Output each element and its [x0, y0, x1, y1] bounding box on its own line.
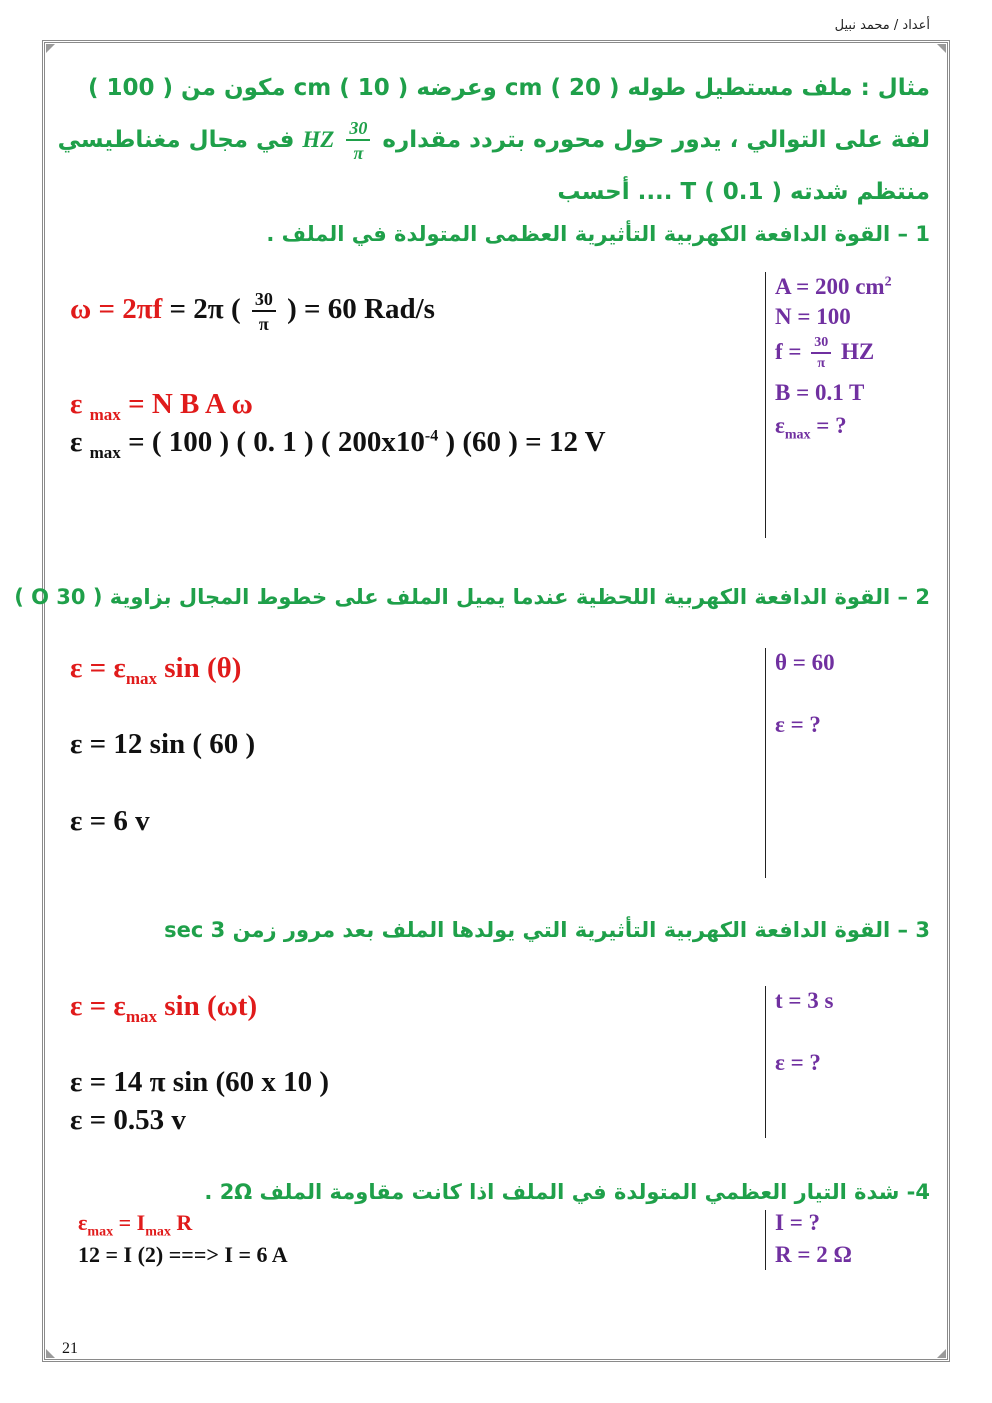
instantaneous-emf-formula: [70, 652, 241, 689]
problem-line-2: [57, 114, 930, 166]
given-area: [775, 274, 892, 300]
ohm-law-formula: [78, 1210, 192, 1240]
problem-line-2-start: لفة على التوالي ، يدور حول محوره بتردد مقداره: [382, 127, 930, 153]
frequency-fraction: [346, 119, 370, 162]
exponent: 2: [884, 274, 892, 290]
current-result: 12 = I (2) ===> I = 6 A: [78, 1242, 288, 1267]
question-2: 2 – القوة الدافعة الكهربية اللحظية عندما يميل الملف على خطوط المجال بزاوية ( 30 O ): [14, 585, 930, 609]
page-number: 21: [62, 1340, 78, 1357]
frequency-label: f =: [775, 338, 802, 364]
question-3: 3 – القوة الدافعة الكهربية التأثيرية التي يولدها الملف بعد مرور زمن 3 sec: [164, 918, 930, 942]
formula-right: sin (ωt): [156, 990, 258, 1022]
max-subscript: max: [784, 427, 811, 443]
emf-time-substitution: ε = 14 π sin (60 x 10 ): [70, 1066, 330, 1098]
given-divider-3: [765, 986, 766, 1138]
given-emf-unknown: ε = ?: [775, 712, 821, 737]
exponent: -4: [424, 427, 439, 445]
fraction-denominator: π: [258, 314, 269, 334]
emax-formula: [70, 388, 253, 425]
frame-corner-top-right: [937, 44, 946, 53]
problem-line-1: مثال : ملف مستطيل طوله cm ( 20 ) وعرضه cm ( 10 ) مكون من ( 100 ): [87, 75, 930, 101]
frame-corner-bottom-right: [937, 1349, 946, 1358]
fraction-denominator: π: [817, 356, 826, 371]
emf-result: ε = 6 v: [70, 805, 150, 837]
given-divider-4: [765, 1210, 766, 1270]
problem-statement: [57, 62, 930, 218]
unknown-mark: = ?: [810, 413, 847, 438]
frame-corner-top-left: [46, 44, 55, 53]
epsilon-symbol: ε: [78, 1210, 88, 1235]
given-divider-1: [765, 272, 766, 538]
given-divider-2: [765, 648, 766, 878]
given-field: B = 0.1 T: [775, 380, 865, 405]
max-subscript: max: [125, 668, 157, 688]
question-4: 4- شدة التيار العظمي المتولدة في الملف اذا كانت مقاومة الملف 2Ω .: [204, 1180, 930, 1204]
given-frequency: [775, 336, 874, 371]
max-subscript: max: [87, 1224, 114, 1240]
frame-corner-bottom-left: [46, 1349, 55, 1358]
max-subscript: max: [89, 442, 121, 462]
problem-line-2-end: في مجال مغناطيسي: [57, 127, 295, 153]
formula-right: sin (θ): [156, 652, 242, 684]
max-subscript: max: [145, 1224, 171, 1240]
formula-left: ε = ε: [70, 990, 126, 1022]
epsilon-symbol: ε: [70, 388, 83, 420]
frequency-unit: HZ: [841, 338, 875, 364]
emf-substitution: ε = 12 sin ( 60 ): [70, 728, 256, 760]
hz-unit: HZ: [302, 127, 335, 152]
max-subscript: max: [89, 404, 121, 424]
omega-substitution: = 2π (: [162, 293, 241, 326]
epsilon-symbol: ε: [70, 426, 83, 458]
problem-line-3: منتظم شدته T ( 0.1 ) .... أحسب: [557, 179, 930, 205]
given-emax: [775, 413, 847, 444]
question-1: 1 – القوة الدافعة الكهربية التأثيرية العظمى المتولدة في الملف .: [266, 222, 930, 246]
fraction-numerator: 30: [811, 336, 831, 354]
emax-calc-left: = ( 100 ) ( 0. 1 ) ( 200x10: [120, 426, 425, 458]
epsilon-symbol: ε: [775, 413, 785, 438]
given-time: t = 3 s: [775, 988, 834, 1013]
omega-result: ) = 60 Rad/s: [287, 293, 435, 326]
emax-calculation: [70, 426, 606, 463]
given-turns: N = 100: [775, 304, 851, 329]
fraction-numerator: 30: [252, 290, 276, 312]
current-symbol: = I: [113, 1210, 146, 1235]
max-subscript: max: [125, 1006, 157, 1026]
given-resistance: R = 2 Ω: [775, 1242, 852, 1267]
given-emf-unknown: ε = ?: [775, 1050, 821, 1075]
emax-formula-rhs: = N B A ω: [120, 388, 253, 420]
author-header: أعداد / محمد نبيل: [834, 18, 930, 33]
emax-calc-right: ) (60 ) = 12 V: [438, 426, 606, 458]
fraction-denominator: π: [353, 143, 364, 163]
emf-time-formula: [70, 990, 257, 1027]
area-value: A = 200 cm: [775, 274, 885, 299]
given-current-unknown: I = ?: [775, 1210, 821, 1235]
emf-time-result: ε = 0.53 v: [70, 1104, 186, 1136]
omega-fraction: [252, 290, 276, 333]
resistance-symbol: R: [170, 1210, 193, 1235]
fraction-numerator: 30: [346, 119, 370, 141]
omega-equation: [70, 290, 435, 333]
given-theta: θ = 60: [775, 650, 835, 675]
frequency-fraction: [811, 336, 831, 371]
omega-formula: ω = 2πf: [70, 293, 163, 326]
formula-left: ε = ε: [70, 652, 126, 684]
